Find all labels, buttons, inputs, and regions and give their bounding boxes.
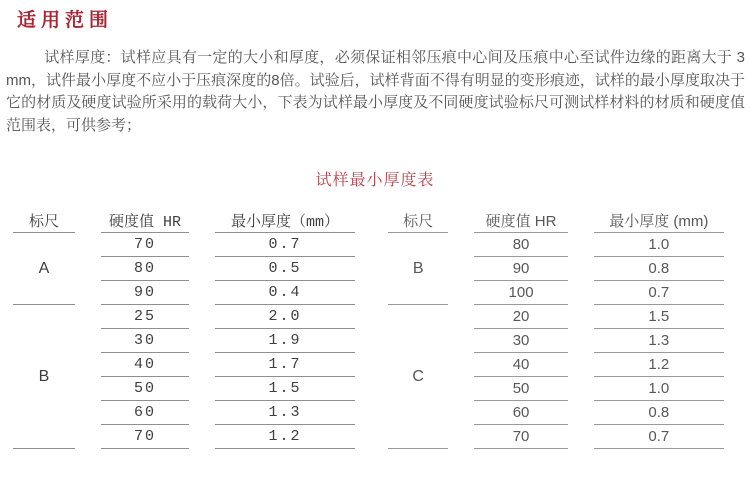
hardness-value-cell: 100 — [474, 281, 567, 305]
scale-label: C — [388, 305, 448, 449]
min-thickness-cell: 0.4 — [215, 281, 355, 305]
scale-header: 标尺 — [388, 208, 448, 233]
min-thickness-cell: 1.7 — [215, 353, 355, 377]
min-thickness-cell: 1.3 — [594, 329, 724, 353]
thickness-header: 最小厚度（mm） — [215, 208, 355, 233]
min-thickness-cell: 0.7 — [594, 425, 724, 449]
hardness-value-cell: 70 — [474, 425, 567, 449]
min-thickness-cell: 1.9 — [215, 329, 355, 353]
hardness-value-cell: 30 — [101, 329, 189, 353]
hardness-header: 硬度值 HR — [474, 208, 567, 233]
hardness-value-cell: 50 — [474, 377, 567, 401]
thickness-tables — [0, 208, 750, 458]
hardness-value-cell: 20 — [474, 305, 567, 329]
thickness-table-left — [0, 208, 381, 449]
hardness-value-cell: 80 — [474, 233, 567, 257]
hardness-value-cell: 30 — [474, 329, 567, 353]
min-thickness-cell: 0.7 — [594, 281, 724, 305]
min-thickness-cell: 2.0 — [215, 305, 355, 329]
hardness-value-cell: 90 — [101, 281, 189, 305]
scale-label: B — [13, 305, 75, 449]
document-page — [0, 10, 750, 480]
min-thickness-cell: 0.5 — [215, 257, 355, 281]
table-row — [13, 233, 355, 257]
thickness-header: 最小厚度 (mm) — [594, 208, 724, 233]
section-title: 适用范围 — [17, 10, 114, 31]
min-thickness-cell: 1.0 — [594, 377, 724, 401]
table-title: 试样最小厚度表 — [315, 172, 435, 189]
min-thickness-cell: 1.2 — [594, 353, 724, 377]
min-thickness-cell: 1.5 — [594, 305, 724, 329]
scale-label: A — [13, 233, 75, 305]
min-thickness-cell: 0.8 — [594, 257, 724, 281]
hardness-value-cell: 70 — [101, 425, 189, 449]
min-thickness-cell: 0.8 — [594, 401, 724, 425]
min-thickness-cell: 1.2 — [215, 425, 355, 449]
min-thickness-cell: 1.3 — [215, 401, 355, 425]
intro-paragraph: 试样厚度：试样应具有一定的大小和厚度，必须保证相邻压痕中心间及压痕中心至试件边缘的距离大于 3 mm，试件最小厚度不应小于压痕深度的8倍。试验后，试样背面不得有明显的变形痕迹，试样的最小厚度取决于它的材质及硬度试验所采用的载荷大小，下表为试样最小厚度及不同硬度试验标尺可测试样材料的材质和硬度值范围表，可供参考； — [6, 49, 745, 134]
hardness-value-cell: 40 — [474, 353, 567, 377]
hardness-value-cell: 40 — [101, 353, 189, 377]
hardness-value-cell: 90 — [474, 257, 567, 281]
table-row — [388, 233, 724, 257]
scale-label: B — [388, 233, 448, 305]
hardness-value-cell: 70 — [101, 233, 189, 257]
table-row — [13, 305, 355, 329]
table-header-row — [13, 208, 355, 233]
hardness-value-cell: 25 — [101, 305, 189, 329]
hardness-value-cell: 50 — [101, 377, 189, 401]
thickness-table-right — [362, 208, 750, 449]
hardness-value-cell: 60 — [474, 401, 567, 425]
min-thickness-cell: 0.7 — [215, 233, 355, 257]
scale-header: 标尺 — [13, 208, 75, 233]
hardness-value-cell: 60 — [101, 401, 189, 425]
table-header-row — [388, 208, 724, 233]
min-thickness-cell: 1.0 — [594, 233, 724, 257]
table-row — [388, 305, 724, 329]
hardness-header: 硬度值 HR — [101, 208, 189, 233]
hardness-value-cell: 80 — [101, 257, 189, 281]
min-thickness-cell: 1.5 — [215, 377, 355, 401]
